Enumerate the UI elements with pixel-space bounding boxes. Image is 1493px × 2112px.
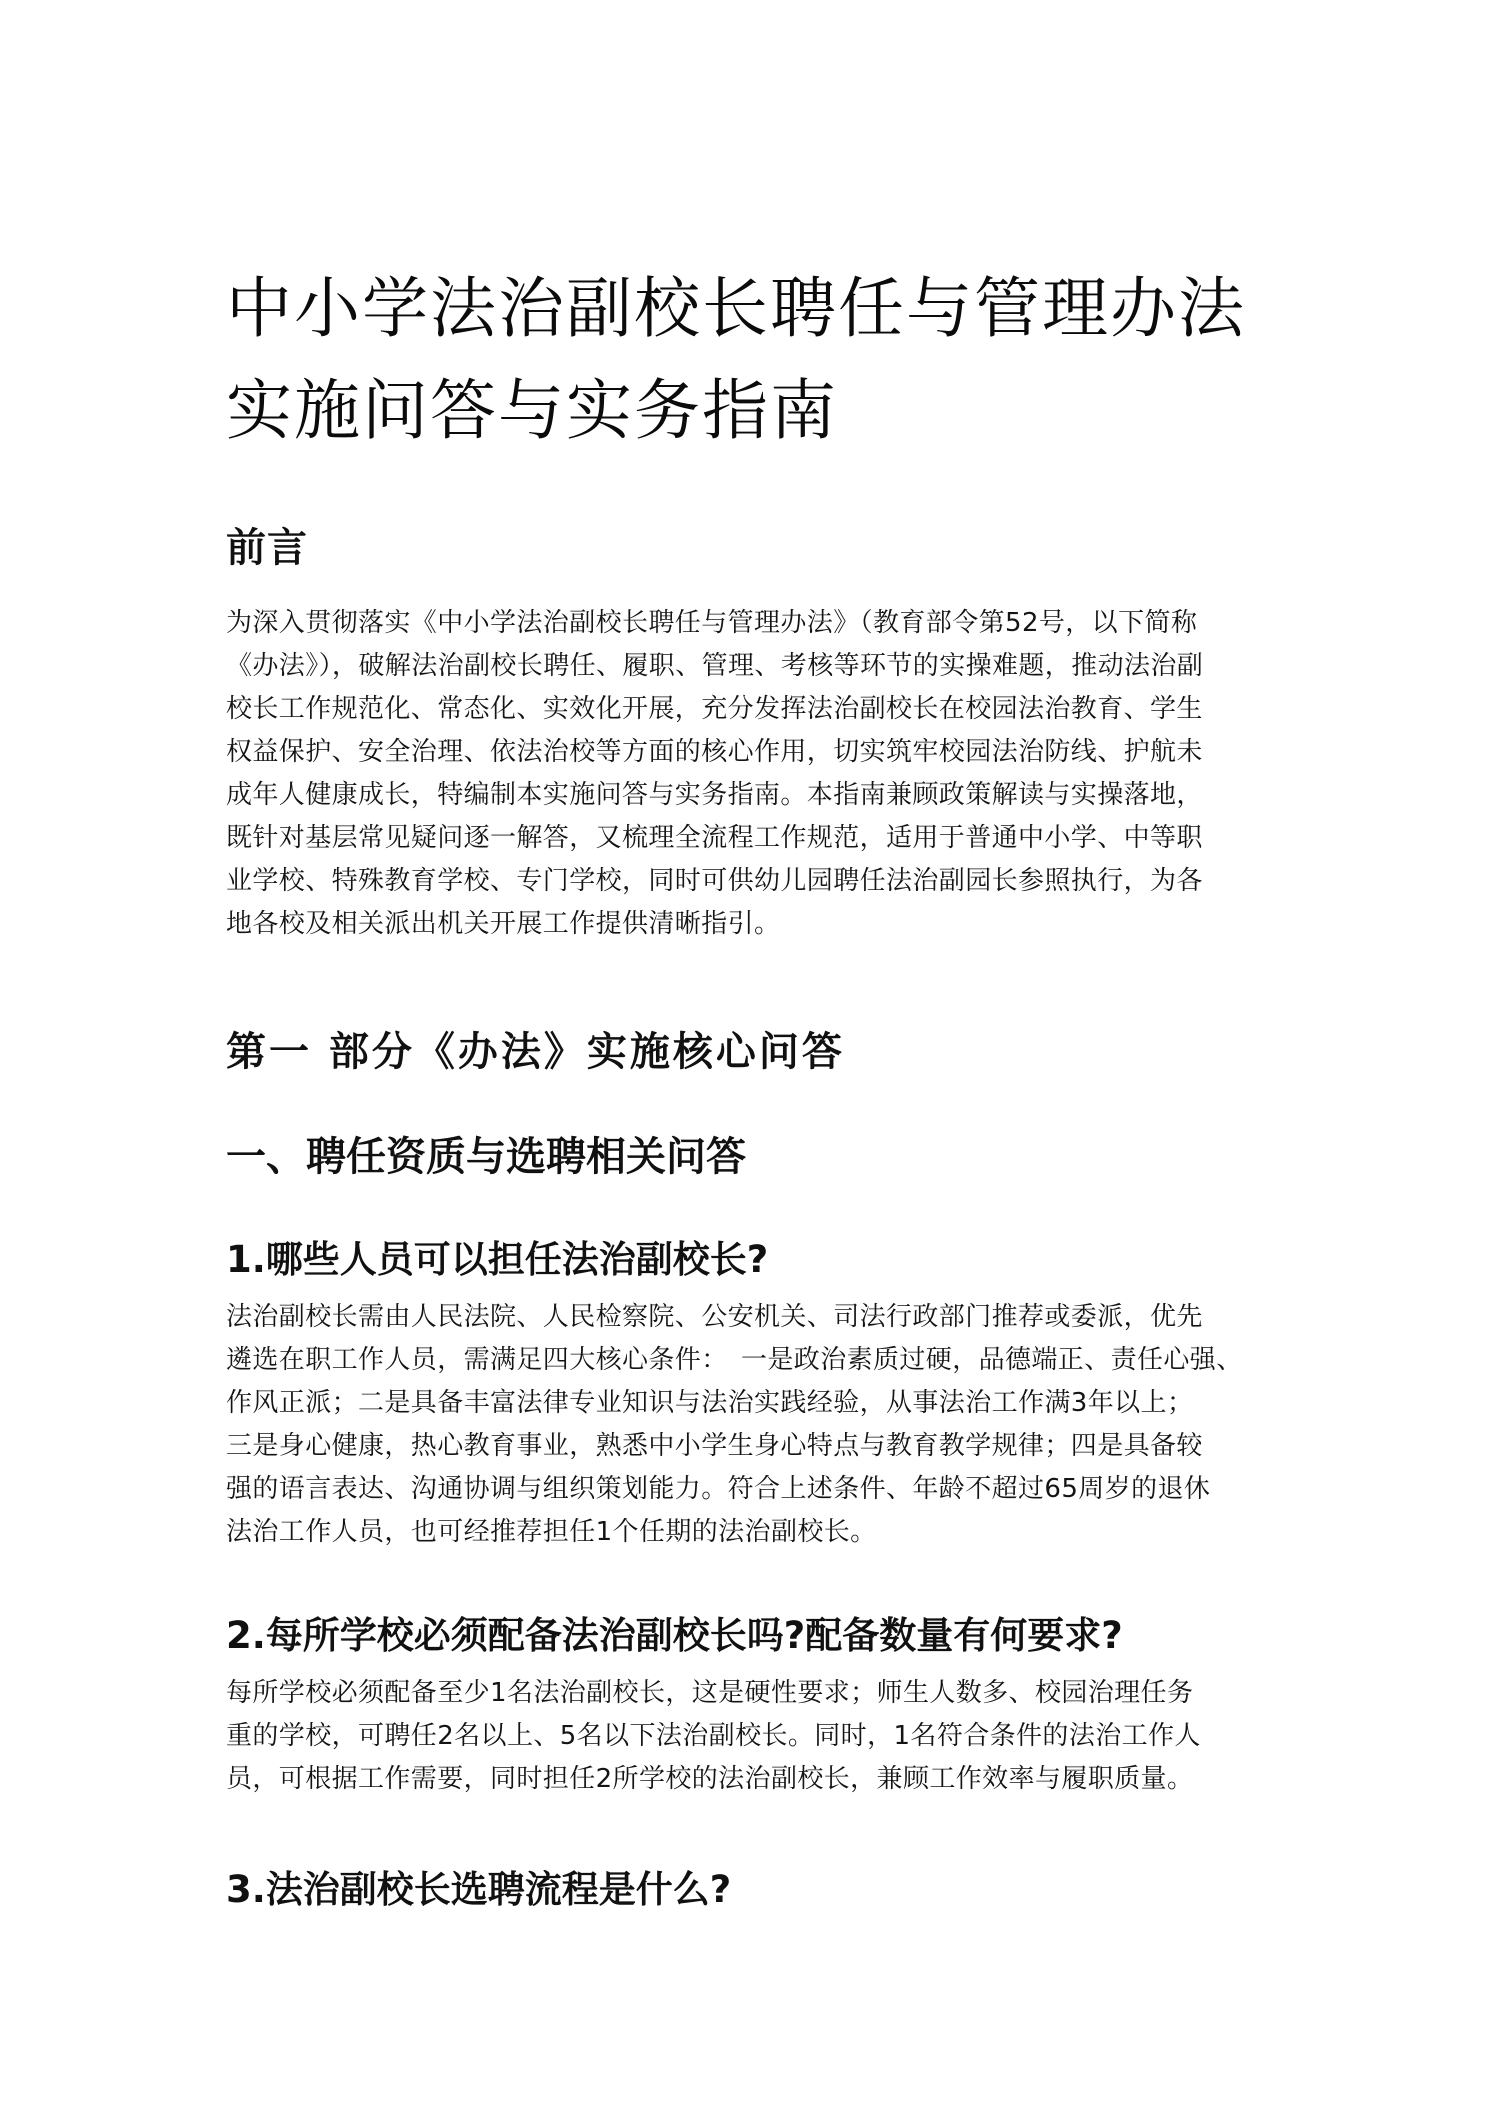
preface-line: 为深入贯彻落实《中小学法治副校长聘任与管理办法》（教育部令第52号，以下简称 — [226, 608, 1198, 638]
section-one-heading: 一、聘任资质与选聘相关问答 — [226, 1134, 746, 1180]
question-1-answer — [226, 1296, 1243, 1554]
title-line-1: 中小学法治副校长聘任与管理办法 — [226, 270, 1246, 347]
answer-line: 法治工作人员，也可经推荐担任1个任期的法治副校长。 — [226, 1517, 877, 1547]
preface-line: 既针对基层常见疑问逐一解答，又梳理全流程工作规范，适用于普通中小学、中等职 — [226, 823, 1203, 853]
preface-line: 《办法》），破解法治副校长聘任、履职、管理、考核等环节的实操难题，推动法治副 — [226, 651, 1204, 681]
part-one-heading: 第一 部分《办法》实施核心问答 — [226, 1029, 845, 1075]
title-line-2: 实施问答与实务指南 — [226, 372, 838, 449]
preface-line: 权益保护、安全治理、依法治校等方面的核心作用，切实筑牢校园法治防线、护航未 — [226, 737, 1203, 767]
answer-line: 作风正派；二是具备丰富法律专业知识与法治实践经验，从事法治工作满3年以上； — [226, 1388, 1194, 1418]
preface-line: 业学校、特殊教育学校、专门学校，同时可供幼儿园聘任法治副园长参照执行，为各 — [226, 866, 1203, 896]
answer-line: 三是身心健康，热心教育事业，熟悉中小学生身心特点与教育教学规律；四是具备较 — [226, 1431, 1203, 1461]
preface-line: 地各校及相关派出机关开展工作提供清晰指引。 — [226, 909, 781, 939]
question-2-title: 2.每所学校必须配备法治副校长吗?配备数量有何要求? — [226, 1614, 1123, 1657]
preface-line: 成年人健康成长，特编制本实施问答与实务指南。本指南兼顾政策解读与实操落地， — [226, 780, 1203, 810]
preface-line: 校长工作规范化、常态化、实效化开展，充分发挥法治副校长在校园法治教育、学生 — [226, 694, 1203, 724]
question-3-title: 3.法治副校长选聘流程是什么? — [226, 1868, 732, 1911]
question-2-answer — [226, 1672, 1201, 1801]
answer-line: 遴选在职工作人员，需满足四大核心条件： 一是政治素质过硬，品德端正、责任心强、 — [226, 1345, 1243, 1375]
answer-line: 每所学校必须配备至少1名法治副校长，这是硬性要求；师生人数多、校园治理任务 — [226, 1678, 1194, 1708]
answer-line: 强的语言表达、沟通协调与组织策划能力。符合上述条件、年龄不超过65周岁的退休 — [226, 1474, 1211, 1504]
document-title — [226, 258, 1326, 462]
answer-line: 员，可根据工作需要，同时担任2所学校的法治副校长，兼顾工作效率与履职质量。 — [226, 1764, 1194, 1794]
preface-paragraph — [226, 602, 1203, 946]
preface-heading: 前言 — [226, 525, 308, 571]
answer-line: 重的学校，可聘任2名以上、5名以下法治副校长。同时，1名符合条件的法治工作人 — [226, 1721, 1201, 1751]
question-1-title: 1.哪些人员可以担任法治副校长? — [226, 1238, 769, 1281]
answer-line: 法治副校长需由人民法院、人民检察院、公安机关、司法行政部门推荐或委派，优先 — [226, 1302, 1203, 1332]
